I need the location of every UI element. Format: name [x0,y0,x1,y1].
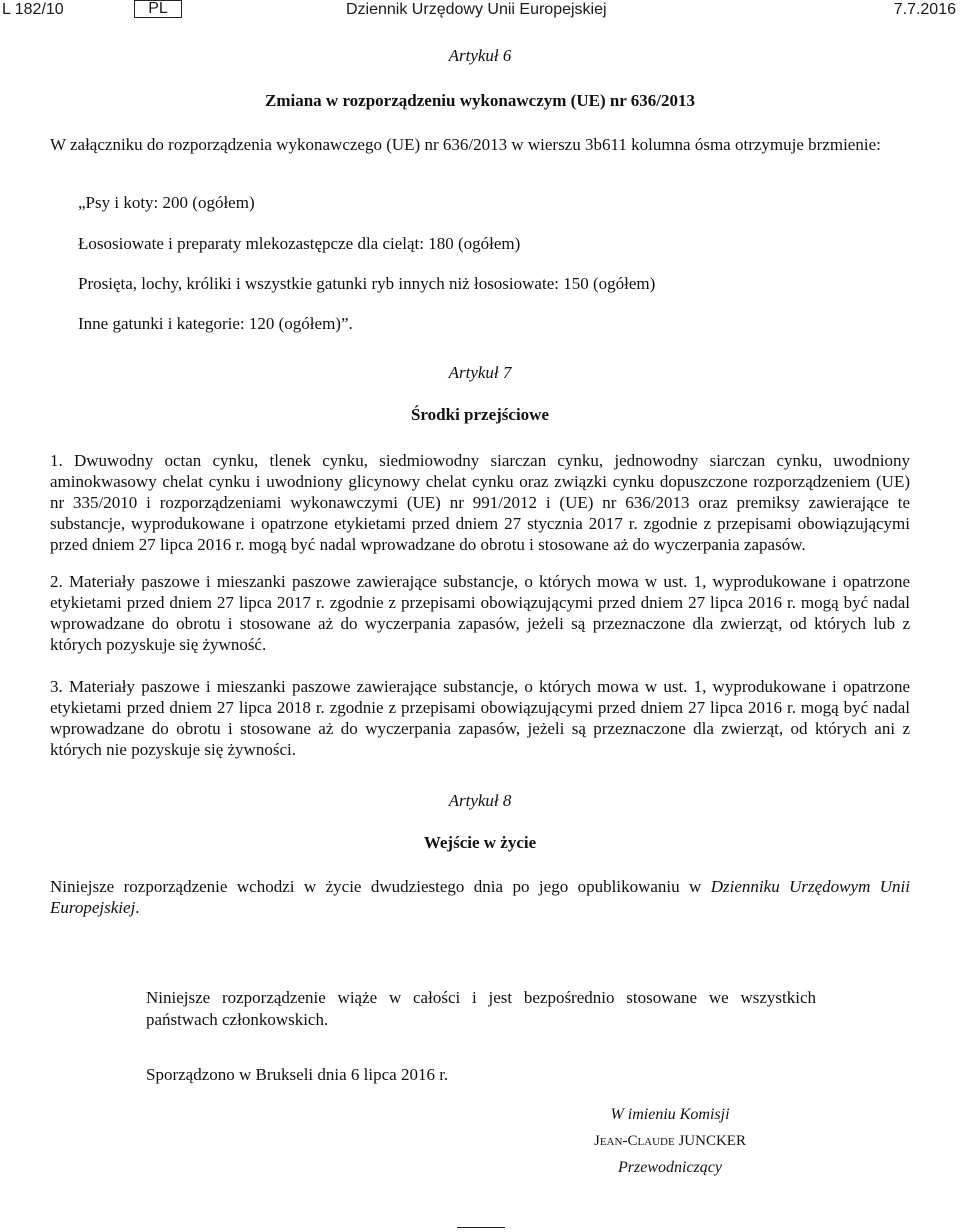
article-8-text-end: . [135,898,140,917]
article-8-title: Wejście w życie [423,833,537,852]
quote-line-2: Łososiowate i preparaty mlekozastępcze dla cieląt: 180 (ogółem) [78,234,521,253]
article-8-text [50,876,910,918]
quote-line-1: „Psy i koty: 200 (ogółem) [78,193,255,212]
signature-on-behalf: W imieniu Komisji [610,1106,730,1123]
article-6-title: Zmiana w rozporządzeniu wykonawczym (UE) nr 636/2013 [264,91,696,110]
article-7-number: Artykuł 7 [448,363,512,382]
publication-date: 7.7.2016 [893,1,956,18]
footer-divider [457,1227,505,1228]
signature-role: Przewodniczący [618,1159,722,1176]
journal-name-italic: Dzienniku Urzędowym Unii Europejskiej [50,877,910,917]
article-8-text-plain: Niniejsze rozporządzenie wchodzi w życie dwudziestego dnia po jego opublikowaniu w [50,877,711,896]
journal-title: Dziennik Urzędowy Unii Europejskiej [346,1,607,18]
language-badge: PL [134,0,182,18]
article-7-title: Środki przejściowe [410,405,550,424]
article-8-number: Artykuł 8 [448,791,512,810]
quote-line-4: Inne gatunki i kategorie: 120 (ogółem)”. [78,314,353,333]
article-7-paragraph-3: 3. Materiały paszowe i mieszanki paszowe zawierające substancje, o których mowa w ust. 1, wyprodukowane i opatrzone etykietami przed dniem 27 lipca 2018 r. zgodnie z przepisami obowiązującymi przed dniem 27 lipca 2016 r. mogą być nadal wprowadzane do obrotu i stosowane aż do wyczerpania zapasów, jeżeli są przeznaczone dla zwierząt, od których ani z których nie pozyskuje się żywności. [50,677,910,759]
article-6-number: Artykuł 6 [448,46,512,65]
page-reference: L 182/10 [2,1,64,18]
article-7-paragraph-2: 2. Materiały paszowe i mieszanki paszowe zawierające substancje, o których mowa w ust. 1, wyprodukowane i opatrzone etykietami przed dniem 27 lipca 2017 r. zgodnie z przepisami obowiązującymi przed dniem 27 lipca 2016 r. mogą być nadal wprowadzane do obrotu i stosowane aż do wyczerpania zapasów, jeżeli są przeznaczone dla zwierząt, od których lub z których pozyskuje się żywność. [50,572,910,654]
binding-statement: Niniejsze rozporządzenie wiąże w całości i jest bezpośrednio stosowane we wszystkich państwach członkowskich. [146,988,816,1029]
done-at-statement: Sporządzono w Brukseli dnia 6 lipca 2016 r. [146,1065,449,1084]
quote-line-3: Prosięta, lochy, króliki i wszystkie gatunki ryb innych niż łososiowate: 150 (ogółem) [78,274,656,293]
article-6-intro: W załączniku do rozporządzenia wykonawczego (UE) nr 636/2013 w wierszu 3b611 kolumna ósma otrzymuje brzmienie: [50,135,881,154]
page-header [0,0,960,24]
article-7-paragraph-1: 1. Dwuwodny octan cynku, tlenek cynku, siedmiowodny siarczan cynku, jednowodny siarczan cynku, uwodniony aminokwasowy chelat cynku i uwodniony glicynowy chelat cynku oraz związki cynku dopuszczone rozporządzeniem (UE) nr 335/2010 i rozporządzeniami wykonawczymi (UE) nr 991/2012 i (UE) nr 636/2013 oraz premiksy zawierające te substancje, wyprodukowane i opatrzone etykietami przed dniem 27 stycznia 2017 r. zgodnie z przepisami obowiązującymi przed dniem 27 lipca 2016 r. mogą być nadal wprowadzane do obrotu i stosowane aż do wyczerpania zapasów. [50,451,910,554]
signature-name: Jean-Claude JUNCKER [594,1133,746,1149]
